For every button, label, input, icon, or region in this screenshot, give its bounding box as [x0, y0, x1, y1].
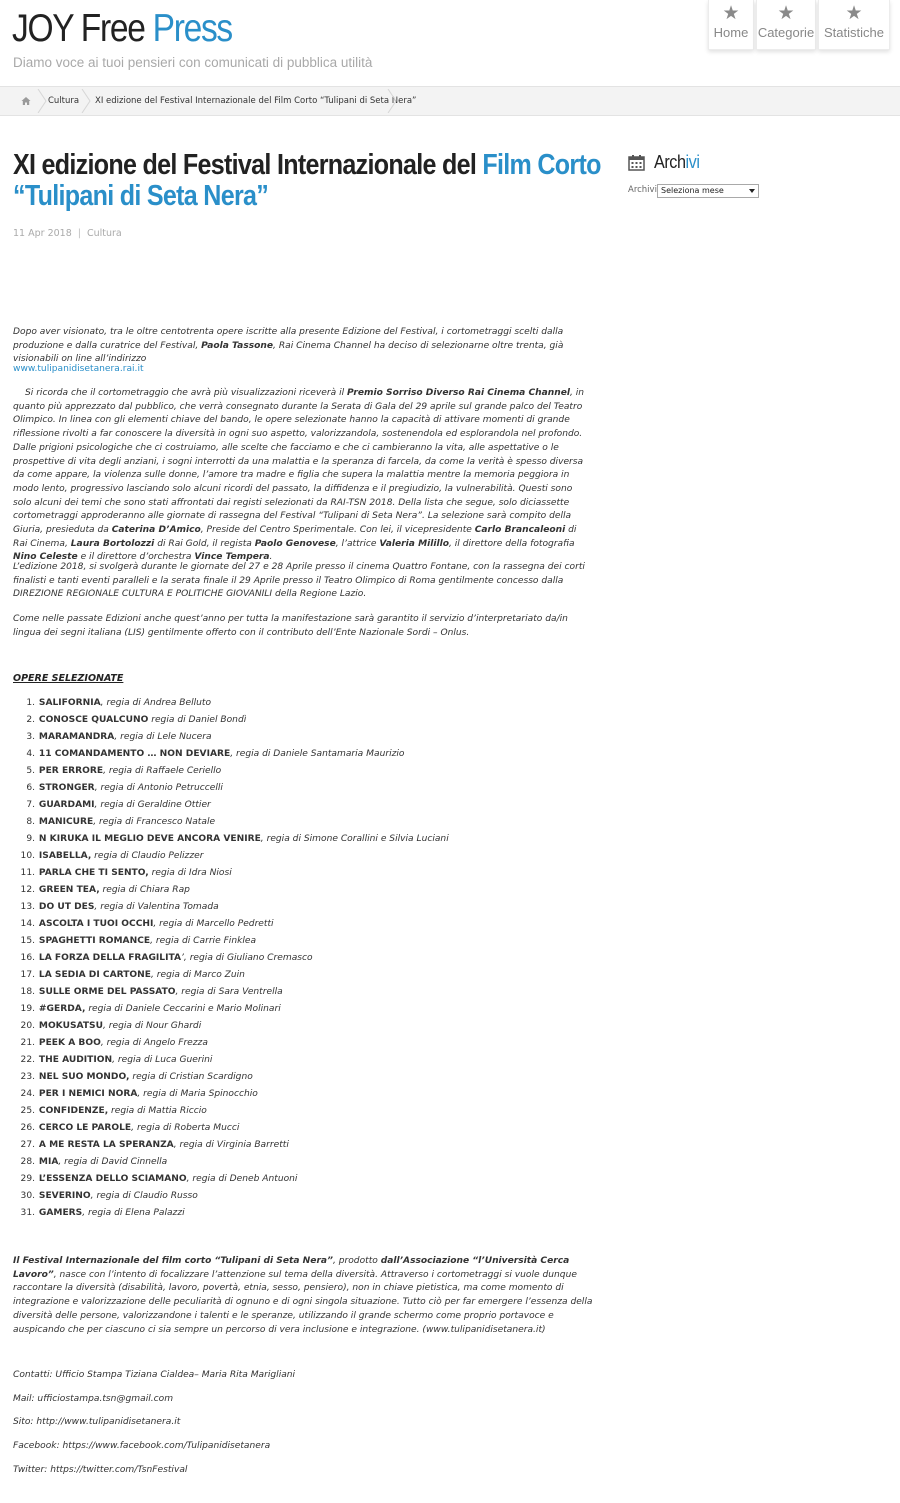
text-bold: Carlo Brancaleoni — [474, 525, 566, 536]
list-item-number: 3. — [26, 732, 35, 742]
film-title: THE AUDITION — [38, 1055, 113, 1065]
film-director: regia di Claudio Pelizzer — [91, 851, 204, 861]
list-item-number: 7. — [26, 800, 35, 810]
list-item-number: 5. — [26, 766, 35, 776]
list-item — [13, 764, 593, 781]
nav-home[interactable] — [708, 0, 754, 50]
post-meta: 11 Apr 2018 | Cultura — [13, 228, 122, 239]
list-item-number: 26. — [20, 1123, 35, 1133]
text-bold: Caterina D’Amico — [111, 525, 201, 536]
paragraph-intro — [13, 326, 593, 367]
list-item-number: 23. — [20, 1072, 35, 1082]
breadcrumb — [0, 86, 900, 116]
text: , Preside del Centro Sperimentale. Con lei, il vicepresidente — [200, 525, 475, 536]
list-item — [13, 1155, 593, 1172]
list-item-number: 27. — [20, 1140, 35, 1150]
list-item-number: 31. — [20, 1208, 35, 1218]
archive-label: Archivi — [628, 185, 657, 195]
film-title: GREEN TEA, — [38, 885, 100, 895]
film-title: #GERDA, — [38, 1004, 86, 1014]
list-item — [13, 1002, 593, 1019]
text: , nasce con l’intento di focalizzare l’attenzione sul tema della diversità. Attraverso i cortometraggi si vuole dunque raccontare la diversità (disabilità, lavoro, povertà, etnia, sesso, pensiero), non in chiave pietistica, ma come momento di integrazione e valorizzazione delle peculiarità di ognuno e di ogni singola situazione. Tutto ciò per far emergere l’essenza della diversità delle persone, valorizzandone i talenti e le speranze, utilizzando il grande schermo come proprio portavoce e auspicando che per ciascuno ci sia sempre un percorso di vera inclusione e integrazione. (www.tulipanidisetanera.it) — [13, 1269, 593, 1335]
list-item — [13, 1138, 593, 1155]
film-title: LA FORZA DELLA FRAGILITA — [38, 953, 182, 963]
text-bold: Paola Tassone — [201, 340, 274, 351]
nav-statistiche-label: Statistiche — [824, 25, 884, 40]
text-bold: Il Festival Internazionale del film corto “Tulipani di Seta Nera” — [13, 1256, 333, 1266]
list-item — [13, 934, 593, 951]
list-item-number: 1. — [26, 698, 35, 708]
film-title: MOKUSATSU — [38, 1021, 103, 1031]
paragraph-link — [13, 363, 593, 377]
site-link[interactable]: www.tulipanidisetanera.rai.it — [13, 364, 144, 374]
sidebar-title-part2: ivi — [685, 152, 700, 172]
page-title — [13, 149, 601, 212]
text: , Rai Cinema Channel ha deciso di selezionarne oltre trenta, già visionabili on line all’indirizzo — [13, 340, 564, 365]
film-title: GAMERS — [38, 1208, 83, 1218]
film-title: SALIFORNIA — [38, 698, 101, 708]
film-director: , regia di Claudio Russo — [90, 1191, 198, 1201]
list-item-number: 25. — [20, 1106, 35, 1116]
film-director: regia di Daniele Ceccarini e Mario Molinari — [85, 1004, 281, 1014]
list-item — [13, 1036, 593, 1053]
film-director: , regia di Geraldine Ottier — [94, 800, 211, 810]
breadcrumb-category[interactable]: Cultura — [48, 96, 80, 106]
archive-select[interactable] — [657, 184, 759, 198]
text: . — [269, 552, 273, 563]
text: di Rai Gold, il regista — [154, 538, 255, 549]
list-item — [13, 1019, 593, 1036]
paragraph-festival — [13, 1255, 593, 1337]
list-item — [13, 747, 593, 764]
film-title: SEVERINO — [38, 1191, 91, 1201]
contact-twitter: Twitter: https://twitter.com/TsnFestival — [13, 1465, 188, 1475]
list-item-number: 6. — [26, 783, 35, 793]
title-part1: XI edizione del Festival Internazionale del — [13, 149, 483, 181]
film-list — [13, 696, 593, 1223]
site-tagline: Diamo voce ai tuoi pensieri con comunicati di pubblica utilità — [13, 55, 373, 70]
film-director: , regia di Raffaele Ceriello — [103, 766, 222, 776]
film-director: , regia di Nour Ghardi — [102, 1021, 202, 1031]
list-item — [13, 696, 593, 713]
film-director: , regia di Luca Guerini — [112, 1055, 213, 1065]
title-part2: Film Corto — [482, 149, 601, 181]
list-item — [13, 832, 593, 849]
list-item — [13, 883, 593, 900]
text: , prodotto — [332, 1256, 381, 1266]
list-item-number: 18. — [20, 987, 35, 997]
text-bold: Premio Sorriso Diverso Rai Cinema Channel — [347, 388, 570, 398]
text: di Rai Cinema, — [13, 525, 577, 549]
text-bold: Vince Tempera — [194, 552, 270, 563]
text: , in quanto più apprezzato dal pubblico, che verrà consegnato durante la Serata di Gala del 29 aprile sul grande palco del Teatro Olimpico. In linea con gli elementi chiave del bando, le opere selezionate hanno la capacità di attivare momenti di grande riflessione rivolti a far conoscere la diversità in ogni suo aspetto, valorizzandola, sostenendola ed esplorandola nel profondo. Dalle prigioni psicologiche che ci costruiamo, alle scelte che facciamo e che ci cambieranno la vita, alle aspettative o le prospettive di vita degli anziani, i sogni interrotti da una malattia e la speranza di farcela, da come la verità è spesso diversa da come appare, la violenza sulle donne, l’amore tra madre e figlia che supera la malattia mentre la memoria peggiora in modo lento, progressivo lasciando solo alcuni ricordi del passato, la diffidenza e il pregiudizio, la vulnerabilità. Questi sono solo alcuni dei temi che sono stati affrontati dai registi selezionati da RAI-TSN 2018. Della lista che segue, solo diciassette cortometraggi approderanno alle giornate di rassegna del Festival “Tulipani di Seta Nera”. La selezione sarà compito della Giuria, presieduta da — [13, 388, 585, 536]
list-item-number: 14. — [20, 919, 35, 929]
list-item — [13, 849, 593, 866]
list-item — [13, 917, 593, 934]
nav-categorie[interactable] — [756, 0, 816, 50]
film-director: regia di Idra Niosi — [148, 868, 232, 878]
contact-mail: Mail: ufficiostampa.tsn@gmail.com — [13, 1394, 174, 1404]
list-item — [13, 1189, 593, 1206]
film-director: , regia di Virginia Barretti — [173, 1140, 289, 1150]
film-director: , regia di Simone Corallini e Silvia Luciani — [260, 834, 449, 844]
text: Dopo aver visionato, tra le oltre centotrenta opere iscritte alla presente Edizione del Festival, i cortometraggi scelti dalla produzione e dalla curatrice del Festival, — [13, 327, 564, 351]
nav-categorie-label: Categorie — [757, 25, 815, 40]
film-title: 11 COMANDAMENTO … NON DEVIARE — [38, 749, 231, 759]
film-title: LA SEDIA DI CARTONE — [38, 970, 151, 980]
film-director: ’, regia di Giuliano Cremasco — [181, 953, 313, 963]
text: Si ricorda che il cortometraggio che avrà più visualizzazioni riceverà il — [25, 388, 348, 398]
section-heading: OPERE SELEZIONATE — [13, 673, 124, 684]
breadcrumb-current: XI edizione del Festival Internazionale del Film Corto “Tulipani di Seta Nera” — [95, 96, 417, 106]
sidebar-title-part1: Arch — [654, 152, 686, 172]
film-director: , regia di David Cinnella — [58, 1157, 168, 1167]
site-title[interactable] — [12, 6, 232, 52]
list-item — [13, 1172, 593, 1189]
text-bold: Laura Bortolozzi — [70, 538, 155, 549]
film-title: PER I NEMICI NORA — [38, 1089, 138, 1099]
film-title: PARLA CHE TI SENTO, — [38, 868, 149, 878]
film-title: N KIRUKA IL MEGLIO DEVE ANCORA VENIRE — [38, 834, 261, 844]
chevron-down-icon — [749, 189, 755, 193]
film-director: , regia di Angelo Frezza — [100, 1038, 208, 1048]
list-item — [13, 713, 593, 730]
film-title: MANICURE — [38, 817, 94, 827]
list-item-number: 30. — [20, 1191, 35, 1201]
film-title: MIA — [38, 1157, 59, 1167]
film-director: regia di Mattia Riccio — [108, 1106, 207, 1116]
film-director: , regia di Daniele Santamaria Maurizio — [230, 749, 405, 759]
film-title: PEEK A BOO — [38, 1038, 101, 1048]
film-title: ISABELLA, — [38, 851, 92, 861]
list-item-number: 9. — [26, 834, 35, 844]
film-title: DO UT DES — [38, 902, 95, 912]
list-item-number: 16. — [20, 953, 35, 963]
film-director: regia di Daniel Bondì — [148, 715, 247, 725]
nav-statistiche[interactable] — [818, 0, 890, 50]
star-icon: ★ — [777, 2, 795, 24]
text: e il direttore d’orchestra — [77, 552, 195, 563]
list-item — [13, 1121, 593, 1138]
film-title: L’ESSENZA DELLO SCIAMANO — [38, 1174, 187, 1184]
list-item-number: 11. — [20, 868, 35, 878]
list-item — [13, 1087, 593, 1104]
list-item-number: 8. — [26, 817, 35, 827]
site-title-part1: JOY Free — [12, 7, 153, 50]
film-title: NEL SUO MONDO, — [38, 1072, 130, 1082]
paragraph-lis: Come nelle passate Edizioni anche quest’anno per tutta la manifestazione sarà garantito il servizio d’interpretariato da/in lingua dei segni italiana (LIS) gentilmente offerto con il contributo dell’Ente Nazionale Sordi – Onlus. — [13, 614, 568, 638]
film-title: CERCO LE PAROLE — [38, 1123, 132, 1133]
text: , il direttore della fotografia — [448, 538, 575, 549]
nav-home-label: Home — [713, 25, 749, 40]
list-item — [13, 951, 593, 968]
film-director: , regia di Sara Ventrella — [175, 987, 283, 997]
list-item-number: 15. — [20, 936, 35, 946]
film-director: regia di Cristian Scardigno — [129, 1072, 253, 1082]
post-category[interactable]: Cultura — [86, 228, 122, 239]
text-bold: Nino Celeste — [13, 552, 78, 563]
star-icon: ★ — [845, 2, 863, 24]
list-item — [13, 985, 593, 1002]
list-item-number: 2. — [26, 715, 35, 725]
list-item — [13, 798, 593, 815]
text-bold: Paolo Genovese — [254, 538, 336, 549]
title-line2: “Tulipani di Seta Nera” — [13, 180, 269, 212]
film-director: , regia di Carrie Finklea — [150, 936, 257, 946]
list-item-number: 17. — [20, 970, 35, 980]
text-bold: Valeria Milillo — [379, 538, 449, 549]
film-title: A ME RESTA LA SPERANZA — [38, 1140, 174, 1150]
home-icon[interactable] — [15, 87, 37, 115]
film-director: , regia di Maria Spinocchio — [137, 1089, 258, 1099]
film-title: MARAMANDRA — [38, 732, 115, 742]
film-director: , regia di Roberta Mucci — [131, 1123, 240, 1133]
film-director: , regia di Marco Zuin — [150, 970, 245, 980]
list-item-number: 4. — [26, 749, 35, 759]
film-director: , regia di Marcello Pedretti — [153, 919, 274, 929]
film-title: SULLE ORME DEL PASSATO — [38, 987, 176, 997]
film-director: , regia di Elena Palazzi — [82, 1208, 185, 1218]
list-item-number: 28. — [20, 1157, 35, 1167]
film-director: , regia di Lele Nucera — [114, 732, 212, 742]
film-director: , regia di Antonio Petruccelli — [94, 783, 223, 793]
film-title: CONOSCE QUALCUNO — [38, 715, 149, 725]
sidebar-archive-title — [654, 152, 699, 173]
list-item-number: 24. — [20, 1089, 35, 1099]
list-item-number: 13. — [20, 902, 35, 912]
list-item-number: 20. — [20, 1021, 35, 1031]
list-item — [13, 968, 593, 985]
list-item-number: 19. — [20, 1004, 35, 1014]
archive-select-value: Seleziona mese — [661, 186, 724, 195]
contact-line: Contatti: Ufficio Stampa Tiziana Cialdea– Maria Rita Marigliani — [13, 1370, 296, 1380]
film-title: CONFIDENZE, — [38, 1106, 109, 1116]
list-item-number: 22. — [20, 1055, 35, 1065]
film-director: , regia di Andrea Belluto — [100, 698, 212, 708]
film-title: GUARDAMI — [38, 800, 95, 810]
list-item — [13, 730, 593, 747]
list-item — [13, 1053, 593, 1070]
list-item-number: 10. — [20, 851, 35, 861]
paragraph-premio — [13, 387, 593, 565]
paragraph-edizione: L’edizione 2018, si svolgerà durante le giornate del 27 e 28 Aprile presso il cinema Quattro Fontane, con la rassegna dei corti finalisti e tanti eventi paralleli e la serata finale il 29 Aprile presso il Teatro Olimpico di Roma gentilmente concesso dalla DIREZIONE REGIONALE CULTURA E POLITICHE GIOVANILI della Regione Lazio. — [13, 562, 585, 600]
contact-site: Sito: http://www.tulipanidisetanera.it — [13, 1417, 181, 1427]
film-director: , regia di Deneb Antuoni — [186, 1174, 298, 1184]
list-item — [13, 815, 593, 832]
film-director: , regia di Valentina Tomada — [94, 902, 219, 912]
contact-facebook: Facebook: https://www.facebook.com/Tulipanidisetanera — [13, 1441, 271, 1451]
film-title: ASCOLTA I TUOI OCCHI — [38, 919, 154, 929]
film-director: regia di Chiara Rap — [99, 885, 190, 895]
list-item — [13, 781, 593, 798]
list-item — [13, 866, 593, 883]
list-item-number: 21. — [20, 1038, 35, 1048]
calendar-icon — [628, 154, 645, 171]
site-header — [0, 0, 900, 86]
list-item — [13, 900, 593, 917]
post-date: 11 Apr 2018 — [13, 228, 72, 239]
film-director: , regia di Francesco Natale — [93, 817, 216, 827]
list-item-number: 29. — [20, 1174, 35, 1184]
text-bold: dall’Associazione “l’Università Cerca Lavoro” — [13, 1256, 570, 1280]
film-title: PER ERRORE — [38, 766, 104, 776]
site-title-part2: Press — [152, 7, 232, 50]
list-item — [13, 1206, 593, 1223]
film-title: SPAGHETTI ROMANCE — [38, 936, 151, 946]
star-icon: ★ — [722, 2, 740, 24]
list-item — [13, 1070, 593, 1087]
text: , l’attrice — [335, 538, 380, 549]
list-item-number: 12. — [20, 885, 35, 895]
list-item — [13, 1104, 593, 1121]
film-title: STRONGER — [38, 783, 95, 793]
